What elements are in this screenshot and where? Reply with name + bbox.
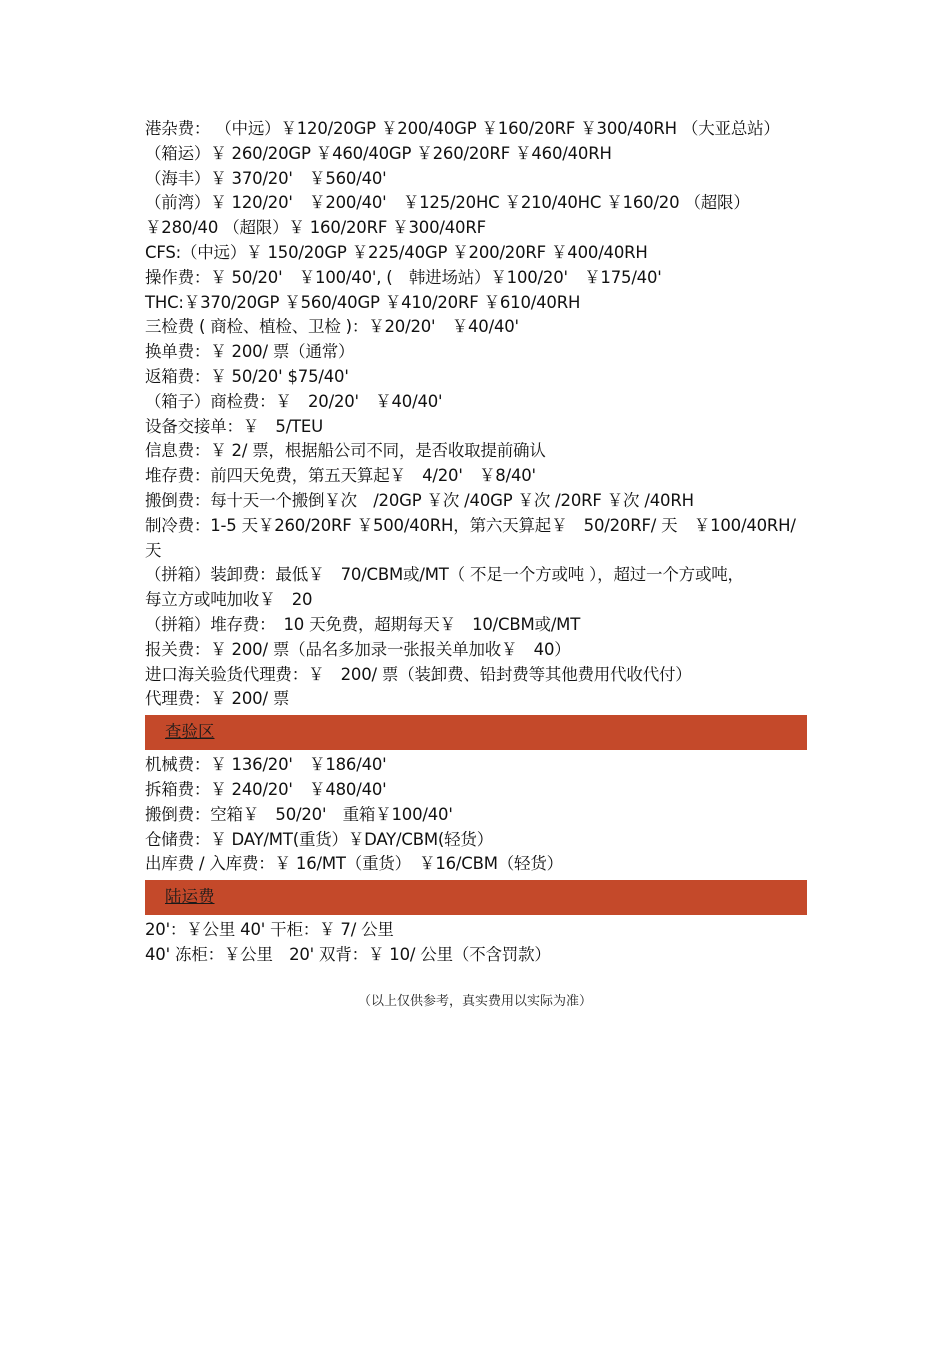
fee-line: （前湾）￥ 120/20' ￥200/40' ￥125/20HC ￥210/40HC ￥160/20 （超限）: [145, 193, 750, 213]
fee-line: 设备交接单：￥ 5/TEU: [145, 416, 324, 436]
fee-line: 三检费 ( 商检、植检、卫检 )：￥20/20' ￥40/40': [145, 317, 519, 337]
fee-line: 进口海关验货代理费：￥ 200/ 票（装卸费、铅封费等其他费用代收代付）: [145, 664, 692, 684]
fee-line: 搬倒费：空箱￥ 50/20' 重箱￥100/40': [145, 804, 453, 824]
land-transport-fees-section: [145, 918, 807, 968]
fee-line: （海丰）￥ 370/20' ￥560/40': [145, 168, 387, 188]
fee-line: 机械费：￥ 136/20' ￥186/40': [145, 755, 387, 775]
fee-line: （箱子）商检费：￥ 20/20' ￥40/40': [145, 391, 443, 411]
land-transport-header: [145, 880, 807, 915]
fee-line: 代理费：￥ 200/ 票: [145, 689, 290, 709]
fee-line: （拼箱）装卸费：最低￥ 70/CBM或/MT（ 不足一个方或吨 ），超过一个方或吨，: [145, 565, 744, 585]
fee-line: 20'：￥公里 40' 干柜：￥ 7/ 公里: [145, 920, 394, 940]
inspection-area-header: [145, 715, 807, 750]
fee-line: （箱运）￥ 260/20GP ￥460/40GP ￥260/20RF ￥460/40RH: [145, 143, 612, 163]
fee-line: 制冷费：1-5 天￥260/20RF ￥500/40RH，第六天算起￥ 50/20RF/ 天 ￥100/40RH/: [145, 515, 796, 535]
fee-line: 返箱费：￥ 50/20' $75/40': [145, 366, 349, 386]
fee-line: 堆存费：前四天免费，第五天算起￥ 4/20' ￥8/40': [145, 466, 536, 486]
fee-line: CFS:（中远）￥ 150/20GP ￥225/40GP ￥200/20RF ￥400/40RH: [145, 242, 648, 262]
fee-line: 操作费：￥ 50/20' ￥100/40', ( 韩进场站）￥100/20' ￥175/40': [145, 267, 662, 287]
fee-line: 每立方或吨加收￥ 20: [145, 590, 313, 610]
inspection-area-title: 查验区: [165, 722, 215, 742]
fee-line: 信息费：￥ 2/ 票，根据船公司不同，是否收取提前确认: [145, 441, 546, 461]
fee-document: [145, 117, 807, 968]
fee-line: 搬倒费：每十天一个搬倒￥次 /20GP ￥次 /40GP ￥次 /20RF ￥次 /40RH: [145, 490, 694, 510]
fee-line: 天: [145, 540, 162, 560]
fee-line: 仓储费：￥ DAY/MT(重货）￥DAY/CBM(轻货）: [145, 829, 494, 849]
port-fees-section: [145, 117, 807, 712]
inspection-fees-section: [145, 753, 807, 877]
land-transport-title: 陆运费: [165, 887, 215, 907]
fee-line: THC:￥370/20GP ￥560/40GP ￥410/20RF ￥610/40RH: [145, 292, 581, 312]
fee-line: 出库费 / 入库费：￥ 16/MT（重货） ￥16/CBM（轻货）: [145, 854, 563, 874]
fee-line: 报关费：￥ 200/ 票（品名多加录一张报关单加收￥ 40）: [145, 639, 571, 659]
fee-line: 40' 冻柜：￥公里 20' 双背：￥ 10/ 公里（不含罚款）: [145, 944, 551, 964]
fee-line: ￥280/40 （超限）￥ 160/20RF ￥300/40RF: [145, 218, 486, 238]
footnote: （以上仅供参考，真实费用以实际为准）: [357, 994, 592, 1009]
fee-line: 换单费：￥ 200/ 票（通常）: [145, 342, 355, 362]
fee-line: （拼箱）堆存费： 10 天免费，超期每天￥ 10/CBM或/MT: [145, 614, 581, 634]
fee-line: 港杂费： （中远）￥120/20GP ￥200/40GP ￥160/20RF ￥300/40RH （大亚总站）: [145, 119, 780, 138]
fee-line: 拆箱费：￥ 240/20' ￥480/40': [145, 779, 387, 799]
